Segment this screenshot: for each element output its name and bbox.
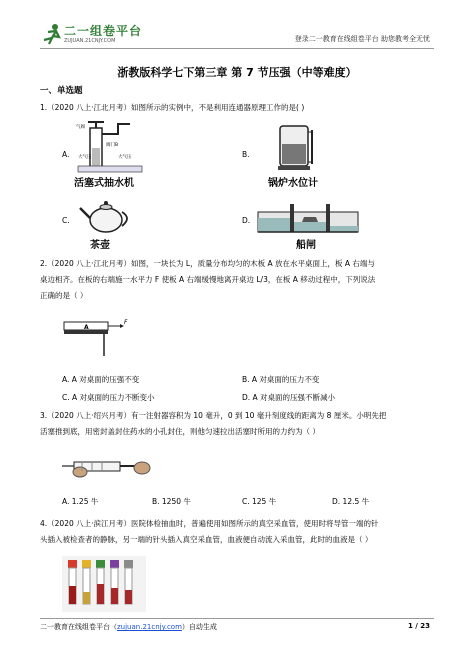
blood-tubes-figure [62,556,146,612]
footer-suffix: ）自动生成 [181,623,217,631]
q1-caption-a: 活塞式抽水机 [74,178,134,189]
pump-label-valve: 气阀 [76,125,85,130]
ship-lock-figure [258,198,358,236]
question-2-line3: 正确的是（ ） [40,291,88,300]
q1-option-d-label: D. [242,216,251,225]
logo-url: ZUJUAN.21CNJY.COM [64,38,116,44]
q1-option-b-label: B. [242,150,250,159]
footer-prefix: 二一教育在线组卷平台（ [40,623,117,631]
pump-label-atm2: 大气压 [118,155,132,160]
q2-option-b: B. A 对桌面的压力不变 [242,375,320,384]
question-3-line2: 活塞推到底，用密封盖封住药水的小孔封住，则他匀速拉出活塞时所用的力约为（ ） [40,427,320,436]
question-2-line1: 2.（2020 八上·江北月考）如图，一块长为 L，质量分布均匀的木板 A 放在水平桌面上，板 A 右端与 [40,259,375,268]
q3-option-c: C. 125 牛 [242,497,277,506]
q1-caption-d: 船闸 [296,240,316,251]
board-label-a: A [84,324,89,331]
q3-option-a: A. 1.25 牛 [62,497,99,506]
force-label-f: F [124,319,128,326]
q3-option-b: B. 1250 牛 [152,497,191,506]
piston-pump-figure [78,118,142,174]
page-number: 1 / 23 [407,622,430,630]
q1-caption-c: 茶壶 [90,240,110,251]
question-1-text: 1.（2020 八上·江北月考）如图所示的实例中，不是利用连通器原理工作的是( ) [40,103,305,112]
question-4-line2: 头插入被检查者的静脉，另一端的针头插入真空采血管，血液便自动流入采血管，此时的血液是（ ） [40,535,373,544]
logo-title: 二一组卷平台 [64,24,143,38]
q2-option-a: A. A 对桌面的压强不变 [62,375,140,384]
board-on-table-figure [64,312,136,356]
footer-link[interactable]: zujuan.21cnjy.com [117,623,182,631]
teapot-figure [80,196,132,236]
q2-option-c: C. A 对桌面的压力不断变小 [62,393,155,402]
syringe-figure [62,450,152,482]
boiler-gauge-figure [272,122,316,172]
footer [40,622,217,632]
question-2-line2: 桌边相齐。在板的右端施一水平力 F 使板 A 右端缓慢地离开桌边 L/3，在板 A 移动过程中，下列说法 [40,275,376,284]
section-heading: 一、单选题 [40,86,83,96]
q1-option-a-label: A. [62,150,70,159]
header-divider [40,48,434,49]
footer-divider [40,618,434,619]
pump-label-atm1: 大气压 [78,155,92,160]
q3-option-d: D. 12.5 牛 [332,497,370,506]
question-4-line1: 4.（2020 八上·滨江月考）医院体检抽血时，普遍使用如图所示的真空采血管，使用时将导管一端的针 [40,519,379,528]
question-3-line1: 3.（2020 八上·绍兴月考）有一注射器容积为 10 毫升，0 到 10 毫升刻度线的距离为 8 厘米。小明先把 [40,411,387,420]
pump-label-b: 阀门B [106,143,119,148]
header-slogan[interactable]: 登录二一教育在线组卷平台 助您教考全无忧 [294,35,430,43]
runner-logo-icon [40,22,64,46]
q2-option-d: D. A 对桌面的压强不断减小 [242,393,336,402]
q1-caption-b: 锅炉水位计 [268,178,318,189]
q1-option-c-label: C. [62,216,70,225]
page-title: 浙教版科学七下第三章 第 7 节压强（中等难度） [117,66,357,79]
logo[interactable] [40,22,64,46]
